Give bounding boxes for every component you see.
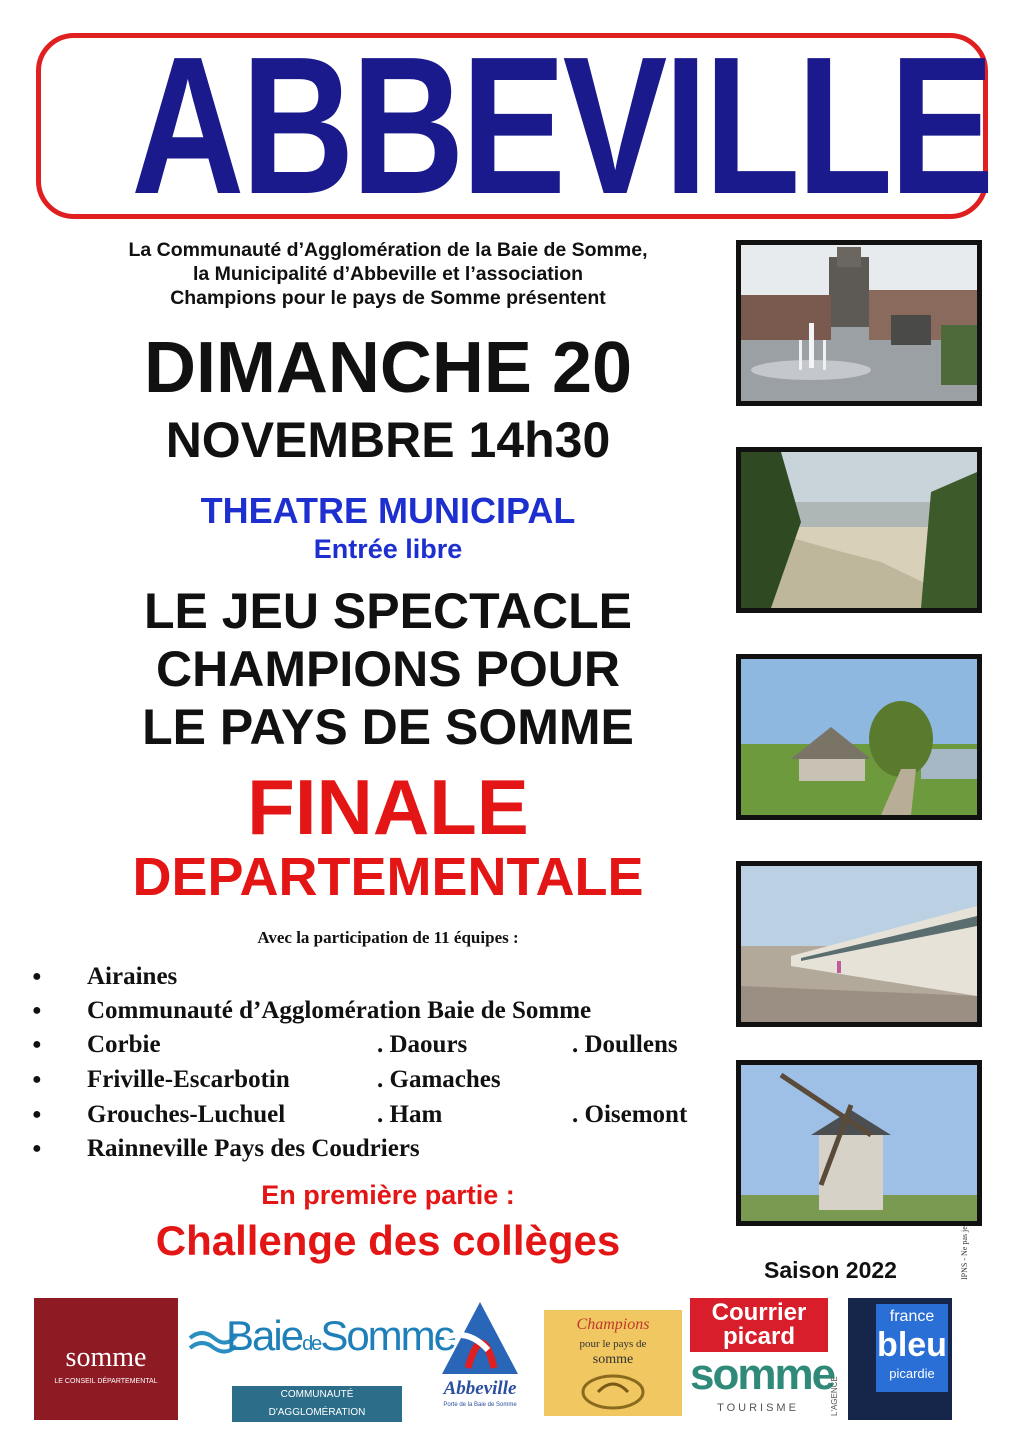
show-line-1: LE JEU SPECTACLE [143,583,633,639]
page-title: ABBEVILLE [131,16,991,235]
france-bleu-logo [848,1298,952,1420]
courrier-picard-somme-tourisme-logo [690,1298,838,1420]
departementale-heading: DEPARTEMENTALE [132,847,644,907]
team-name: . Daours [377,1031,468,1058]
tourisme-text: TOURISME [717,1402,799,1414]
photo-bay-beach [736,447,982,613]
photo-beach-huts [736,861,982,1027]
bullet-icon: ● [32,1071,42,1088]
photo-town-square [736,240,982,406]
somme-logo-subtitle: LE CONSEIL DÉPARTEMENTAL [54,1378,158,1385]
champions-logo [544,1310,682,1416]
courrier-picard-badge [690,1298,828,1352]
participation-text: Avec la participation de 11 équipes : [257,928,519,947]
intro-line-2: la Municipalité d’Abbeville et l’association [192,263,584,285]
challenge-heading: Challenge des collèges [155,1217,621,1264]
team-name: . Oisemont [572,1101,688,1128]
picardie-text: picardie [889,1366,935,1381]
france-text: france [889,1308,935,1325]
abbeville-logo-subtitle: Porte de la Baie de Somme [443,1402,517,1408]
abbeville-logo [428,1298,532,1420]
champions-logo-title: Champions [576,1316,650,1333]
team-name: . Gamaches [377,1066,501,1093]
bullet-icon: ● [32,1106,42,1123]
team-name: Grouches-Luchuel [87,1101,286,1128]
team-row [32,960,732,994]
entry-info: Entrée libre [313,534,463,564]
abbeville-logo-text: Abbeville [443,1378,517,1399]
somme-department-logo [34,1298,178,1420]
photo-lake-path [736,654,982,820]
team-row [32,1098,732,1132]
champions-logo-line2: pour le pays de [579,1338,647,1350]
somme-tourisme-wordmark: somme [690,1350,835,1399]
bleu-text: bleu [877,1326,947,1364]
laurel-icon [578,1372,648,1412]
venue: THEATRE MUNICIPAL [200,490,576,531]
team-row [32,1028,732,1062]
courrier-text: Courrier [711,1299,807,1326]
champions-logo-line3: somme [592,1352,634,1367]
team-row [32,994,732,1028]
baie-logo-wordmark: BaiedeSomme [226,1312,456,1359]
team-name: Communauté d’Agglomération Baie de Somme [87,997,592,1024]
team-name: . Doullens [572,1031,678,1058]
finale-heading: FINALE [247,763,529,851]
team-name: . Ham [377,1101,443,1128]
intro-line-1: La Communauté d’Agglomération de la Baie de Somme, [128,239,648,261]
agence-text: L'AGENCE [830,1376,839,1416]
photo-windmill [736,1060,982,1226]
somme-logo-text: somme [65,1342,147,1373]
baie-logo-subtitle: COMMUNAUTÉ D'AGGLOMÉRATION [232,1386,402,1422]
picard-text: picard [722,1323,796,1350]
event-date-month-time: NOVEMBRE 14h30 [165,412,611,468]
bullet-icon: ● [32,968,42,985]
intro-line-3: Champions pour le pays de Somme présentent [170,287,606,309]
team-name: Airaines [87,963,178,990]
show-line-2: CHAMPIONS POUR [156,641,620,697]
event-date-day: DIMANCHE 20 [143,328,633,408]
bullet-icon: ● [32,1140,42,1157]
bullet-icon: ● [32,1002,42,1019]
team-row [32,1063,732,1097]
team-row [32,1132,732,1166]
team-name: Friville-Escarbotin [87,1066,290,1093]
triangle-a-icon [438,1298,522,1378]
bullet-icon: ● [32,1036,42,1053]
first-part-label: En première partie : [261,1180,515,1210]
baie-de-somme-logo [186,1298,456,1420]
show-line-3: LE PAYS DE SOMME [142,699,634,755]
team-name: Rainneville Pays des Coudriers [87,1135,420,1162]
season-label: Saison 2022 [764,1257,897,1283]
team-name: Corbie [87,1031,161,1058]
